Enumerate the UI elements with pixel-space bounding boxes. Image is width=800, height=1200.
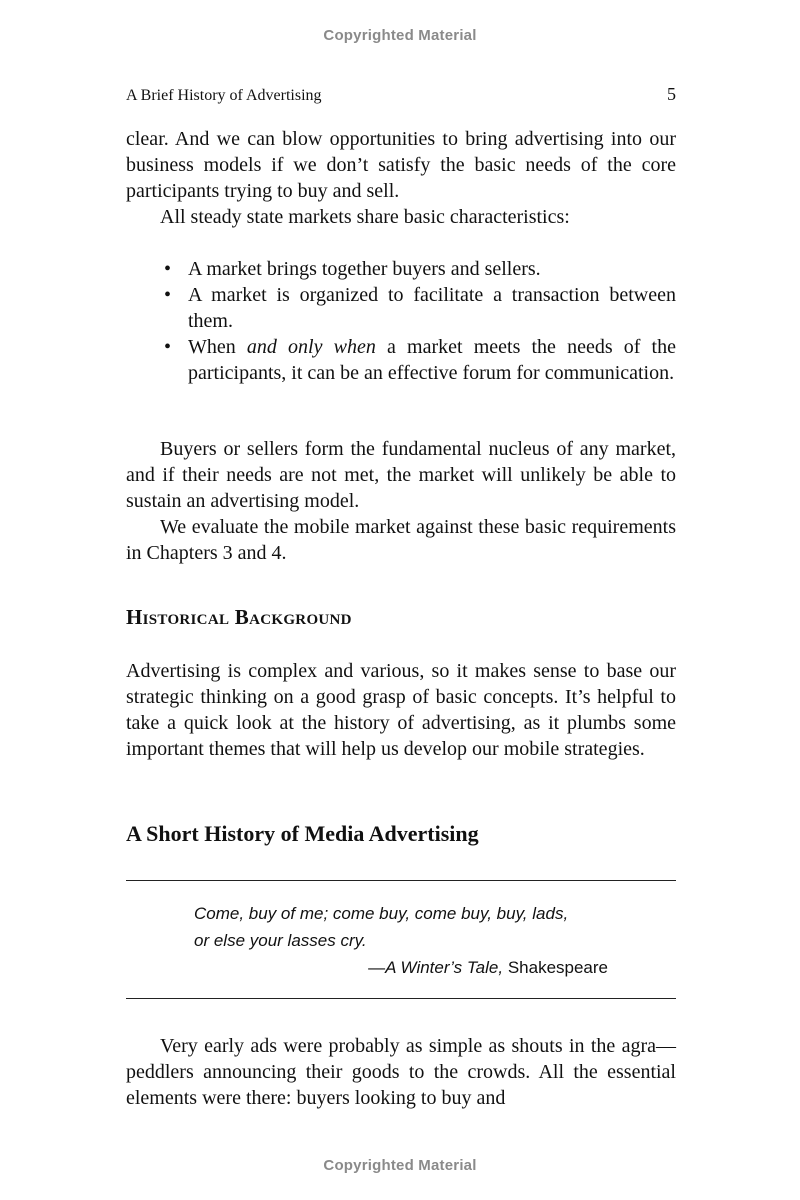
running-head-title: A Brief History of Advertising [126,87,322,104]
copyright-watermark-bottom: Copyrighted Material [323,1157,477,1174]
copyright-watermark-top: Copyrighted Material [323,27,477,44]
list-item-text-prefix: When [188,336,247,358]
attribution-work: A Winter’s Tale, [385,958,504,977]
paragraph-evaluate: We evaluate the mobile market against these basic requirements in Chapters 3 and 4. [126,516,676,564]
top-text-block [126,126,676,230]
market-characteristics-list-block [126,256,676,386]
bullet-icon: • [164,336,172,358]
section-heading: Historical Background [126,605,352,629]
list-item [126,334,676,386]
epigraph-line: Come, buy of me; come buy, come buy, buy, lads, [194,904,569,923]
list-item-text [188,336,676,384]
paragraph-early-ads: Very early ads were probably as simple as shouts in the agra—peddlers announcing their goods to the crowds. All the essential elements were there: buyers looking to buy and [126,1035,676,1109]
epigraph [194,900,614,981]
paragraph-continuation: clear. And we can blow opportunities to bring advertising into our business models if we don’t satisfy the basic needs of the core participants trying to buy and sell. [126,128,676,202]
epigraph-top-rule [126,880,676,881]
epigraph-attribution [194,954,614,981]
section-heading-block [126,605,676,630]
paragraph-historical-background: Advertising is complex and various, so it makes sense to base our strategic thinking on a good grasp of basic concepts. It’s helpful to take a quick look at the history of advertising, as it plumbs some important themes that will help us develop our mobile strategies. [126,660,676,760]
bullet-icon: • [164,284,172,306]
market-characteristics-list [126,256,676,386]
page-number: 5 [667,84,676,104]
bullet-icon: • [164,258,172,280]
closing-text-block [126,1033,676,1111]
section-paragraph-block [126,658,676,762]
attribution-dash: — [368,958,386,977]
paragraph-buyers-sellers: Buyers or sellers form the fundamental nucleus of any market, and if their needs are not met, the market will unlikely be able to sustain an advertising model. [126,438,676,512]
epigraph-line: or else your lasses cry. [194,931,367,950]
list-item [126,282,676,334]
attribution-author: Shakespeare [503,958,608,977]
list-item-text: A market brings together buyers and sellers. [188,258,541,280]
list-item-text: A market is organized to facilitate a transaction between them. [188,284,676,332]
paragraph-characteristics-intro: All steady state markets share basic characteristics: [160,206,570,228]
running-head [126,84,676,105]
list-item-text-suffix: a market meets the needs of the participants, it can be an effective forum for communication. [188,336,676,384]
mid-text-block [126,436,676,566]
subsection-heading-block [126,821,676,847]
list-item-emphasis: and only when [246,336,376,358]
subsection-heading: A Short History of Media Advertising [126,821,479,846]
epigraph-bottom-rule [126,998,676,999]
list-item [126,256,676,282]
